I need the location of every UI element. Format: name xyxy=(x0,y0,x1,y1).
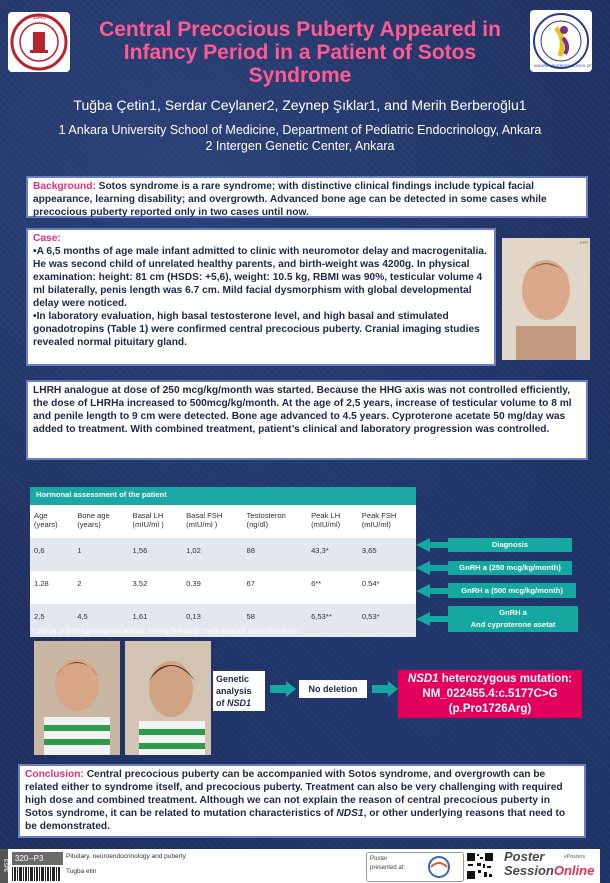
genetic-analysis-line2: analysis xyxy=(216,686,252,696)
table-cell: 6,53** xyxy=(307,604,358,637)
genetic-analysis-gene: NSD1 xyxy=(227,698,252,708)
table-cell: 1.28 xyxy=(34,579,49,588)
table-cell: 1,61 xyxy=(129,604,183,637)
table-header-cell: Peak LH (mIU/ml) xyxy=(311,511,341,529)
photo-caption: EPE xyxy=(579,240,588,245)
table-cell: 2,5 xyxy=(30,604,73,637)
table-header-cell: Peak FSH (mIU/ml) xyxy=(361,511,397,529)
qr-code-icon xyxy=(466,852,494,880)
label-cyproterone-text: And cyproterone asetat xyxy=(470,620,556,629)
presented-label-1: Poster xyxy=(370,856,388,862)
case-box xyxy=(26,228,496,366)
patient-photo-3 xyxy=(125,641,211,755)
table-header-cell: Basal LH (mIU/ml ) xyxy=(132,511,164,529)
university-logo-right xyxy=(530,10,610,72)
table-cell: 2 xyxy=(77,579,82,588)
poster-session-online-logo xyxy=(504,850,598,882)
table-cell: 6** xyxy=(311,579,322,588)
footer-side-label: ESPE xyxy=(0,849,8,883)
table-cell: 58 xyxy=(243,604,308,637)
mutation-line3: (p.Pro1726Arg) xyxy=(448,703,532,715)
genetic-analysis-line1: Genetic xyxy=(216,674,250,684)
brand-session: Session xyxy=(504,863,554,878)
presented-at-box xyxy=(366,852,464,882)
table-cell: 0.54* xyxy=(361,579,380,588)
affiliation-2: 2 Intergen Genetic Center, Ankara xyxy=(205,139,395,153)
background-label: Background: xyxy=(33,181,96,192)
table-cell: 4,5 xyxy=(73,604,128,637)
table-cell: 1,02 xyxy=(182,538,242,571)
arrow-diagnosis-line xyxy=(428,542,450,548)
presented-label-2: presented at: xyxy=(370,865,406,871)
treatment-text: LHRH analogue at dose of 250 mcg/kg/month was started. Because the HHG axis was not controlled efficiently, the dose of LHRHa increased to 500mcg/kg/month. At the age of 2,5 years, increase of testicular volume to 8 ml and penile length to 9 cm were detected. Bone age advanced to 4.5 years. Cyproterone acetate 50 mg/day was added to treatment. With combined treatment, patient’s clinical and laboratory progression was controlled. xyxy=(33,385,572,435)
hormonal-table xyxy=(30,505,416,637)
footer-bar xyxy=(0,849,600,883)
background-text: Sotos syndrome is a rare syndrome; with distinctive clinical findings include typical facial appearance, learning disability; and overgrowth. Advanced bone age can be detected in some cases while precocious puberty reported only in two cases until now. xyxy=(33,181,547,218)
affiliation-1: 1 Ankara University School of Medicine, Department of Pediatric Endocrinology, Ankara xyxy=(58,123,542,137)
arrow-to-mutation xyxy=(372,685,388,693)
table-row xyxy=(30,538,416,571)
conclusion-text-1: Central precocious puberty can be accompanied with Sotos syndrome, and overgrowth can be related either to syndrome itself, and precocious puberty. Treatment can also be very challenging with required high dose and combined treatment. Although we can not explain the reason of central precocious puberty in Sotos syndrome, it can be related to mutation characteristics of xyxy=(25,769,563,819)
table-cell: 3.52 xyxy=(132,579,148,588)
table-header-cell: Basal FSH (mIU/ml ) xyxy=(186,511,223,529)
label-diagnosis: Diagnosis xyxy=(448,538,572,552)
table-title: Hormonal assessment of the patient xyxy=(30,487,416,505)
table-header-cell: Age (years) xyxy=(34,511,58,529)
table-cell: 88 xyxy=(243,538,308,571)
brand-sub: ePosters xyxy=(564,854,586,860)
table-cell: 0,13 xyxy=(182,604,242,637)
hormonal-table-panel xyxy=(30,487,416,627)
table-cell: 0,6 xyxy=(30,538,73,571)
table-cell: 1,56 xyxy=(129,538,183,571)
label-gnrh-a-text: GnRH a xyxy=(499,608,527,617)
mutation-line1: heterozygous mutation: xyxy=(438,673,573,685)
case-paragraph-1: •A 6,5 months of age male infant admitted to clinic with neuromotor delay and macrogenitalia. He was second child of unrelated healthy parents, and birth-weight was 4200g. In physical examination: height: 81 cm (HSDS: +5,6), weight: 10.5 kg, RBMI was 90%, testicular volume 4 ml bilaterally, penis length was 6.7 cm. Mild facial dysmorphism with global developmental delay were noticed. xyxy=(33,246,487,309)
conference-logo-icon xyxy=(419,855,459,879)
table-header-row xyxy=(30,505,416,538)
table-footnote: * 100 µg of GnRH (gonadorelin acetate, Ferring Standard). **with leuprolid asetat stimulation xyxy=(32,628,299,635)
footer-author: Tugba etin xyxy=(66,868,97,875)
mutation-box xyxy=(398,670,582,718)
table-cell: 0,53* xyxy=(358,604,416,637)
logo-year: 1945 xyxy=(32,15,46,21)
case-label: Case: xyxy=(33,233,61,244)
genetic-analysis-line3: of xyxy=(216,698,227,708)
conclusion-gene: NDS1 xyxy=(336,808,364,819)
brand-online: Online xyxy=(553,863,595,878)
no-deletion-box: No deletion xyxy=(299,680,367,698)
table-cell: 0.39 xyxy=(186,579,201,588)
barcode-icon xyxy=(12,867,62,881)
conclusion-box xyxy=(18,764,586,838)
patient-photo-1 xyxy=(502,238,590,360)
background-box xyxy=(26,176,588,218)
table-cell: 67 xyxy=(246,579,255,588)
label-gnrh250: GnRH a (250 mcg/kg/month) xyxy=(448,561,572,575)
case-paragraph-2: •In laboratory evaluation, high basal testosterone level, and high basal and stimulated gonadotropins (Table 1) were confirmed central precocious puberty. Cranial imaging studies revealed normal pituitary gland. xyxy=(33,311,480,348)
logo-ring-text: ANKARA UNIVERSITY SCHOOL OF MEDICINE xyxy=(534,64,610,68)
treatment-box xyxy=(26,380,588,460)
table-cell: 3,65 xyxy=(358,538,416,571)
arrow-gnrh250-line xyxy=(428,565,450,571)
university-logo-left xyxy=(8,12,70,72)
table-cell: 1 xyxy=(73,538,128,571)
footer-category: Pituitary, neuroendocrinology and puberty xyxy=(66,853,186,860)
conclusion-text-2: , or other underlying reasons that need to be demonstrated. xyxy=(25,808,566,832)
poster-title: Central Precocious Puberty Appeared in Infancy Period in a Patient of Sotos Syndrome xyxy=(99,18,501,87)
table-cell: 43,3* xyxy=(307,538,358,571)
table-row xyxy=(30,571,416,604)
table-header-cell: Bone age (years) xyxy=(77,511,110,529)
mutation-line2: NM_022455.4:c.5177C>G xyxy=(422,688,558,700)
label-gnrh500: GnRH a (500 mcg/kg/month) xyxy=(448,583,576,598)
mutation-gene: NSD1 xyxy=(407,673,439,685)
label-cyproterone xyxy=(448,606,578,632)
conclusion-label: Conclusion: xyxy=(25,769,84,780)
arrow-gnrh500-line xyxy=(428,588,450,594)
arrow-to-mutation-head xyxy=(388,681,398,697)
arrow-to-no-deletion xyxy=(270,685,286,693)
arrow-cyproterone-line xyxy=(428,616,450,622)
arrow-to-no-deletion-head xyxy=(286,681,296,697)
table-header-cell: Testosteron (ng/dl) xyxy=(246,511,286,529)
footer-code: 320--P3 xyxy=(12,852,63,865)
brand-poster: Poster xyxy=(504,849,545,864)
authors: Tuğba Çetin1, Serdar Ceylaner2, Zeynep Şıklar1, and Merih Berberoğlu1 xyxy=(73,97,527,113)
genetic-analysis-box xyxy=(213,671,265,711)
patient-photo-2 xyxy=(34,641,120,755)
